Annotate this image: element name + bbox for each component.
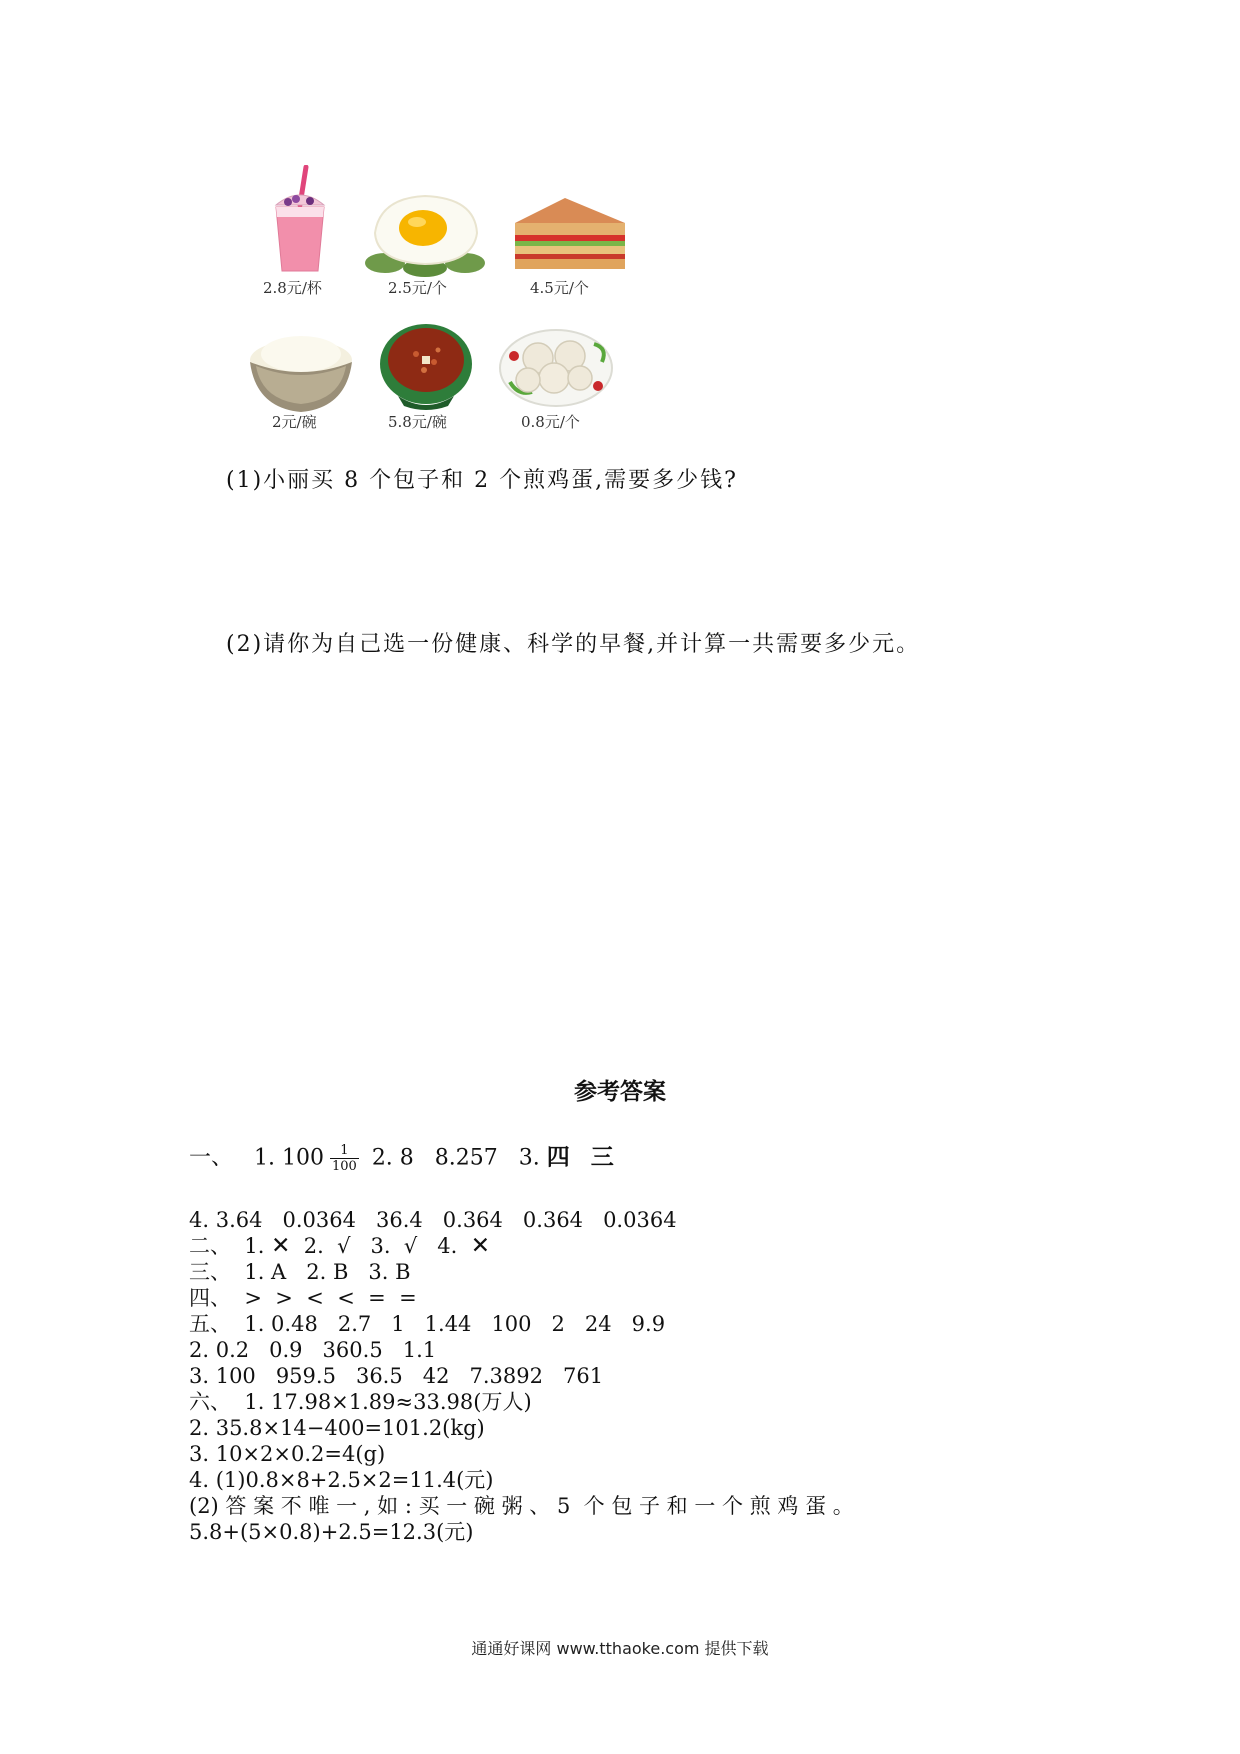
answer-section-4: 四、 > > < < = = <box>189 1286 417 1310</box>
section-1-a2: 2. 8 8.257 3. <box>371 1145 540 1171</box>
milk-tea-icon <box>270 165 330 275</box>
fried-egg-icon <box>365 188 485 278</box>
cross-mark-1: ✕ <box>271 1233 291 1259</box>
menu-price-steamed-buns: 0.8元/个 <box>521 413 580 431</box>
answer-section-1 <box>189 1143 614 1174</box>
answer-section-5-line-2: 2. 0.2 0.9 360.5 1.1 <box>189 1338 437 1362</box>
answer-section-6-line-4: 4. (1)0.8×8+2.5×2=11.4(元) <box>189 1468 494 1492</box>
answer-word-2: 三 <box>590 1144 614 1171</box>
answer-section-2 <box>189 1233 490 1259</box>
section-2-rest: 2. √ 3. √ 4. <box>303 1234 458 1258</box>
menu-price-rice: 2元/碗 <box>272 413 317 431</box>
answers-title: 参考答案 <box>574 1079 666 1105</box>
answer-word-1: 四 <box>546 1144 570 1171</box>
answer-section-6-line-5: (2) 答 案 不 唯 一 , 如 : 买 一 碗 粥 、 5 个 包 子 和 一 个 煎 鸡 蛋 。 <box>189 1494 854 1518</box>
menu-price-sandwich: 4.5元/个 <box>530 279 589 297</box>
section-1-head: 一、 <box>189 1145 234 1171</box>
answer-section-6-line-2: 2. 35.8×14−400=101.2(kg) <box>189 1416 485 1440</box>
answer-section-5-line-3: 3. 100 959.5 36.5 42 7.3892 761 <box>189 1364 604 1388</box>
answer-section-5-line-1: 五、 1. 0.48 2.7 1 1.44 100 2 24 9.9 <box>189 1312 666 1336</box>
cross-mark-4: ✕ <box>470 1233 490 1259</box>
menu-price-porridge: 5.8元/碗 <box>388 413 447 431</box>
section-1-a1: 1. 100 <box>254 1145 324 1171</box>
question-2: (2)请你为自己选一份健康、科学的早餐,并计算一共需要多少元。 <box>226 632 921 657</box>
answer-section-3: 三、 1. A 2. B 3. B <box>189 1260 411 1284</box>
rice-bowl-icon <box>248 330 354 414</box>
fraction-numerator: 1 <box>330 1143 359 1159</box>
steamed-buns-icon <box>498 326 614 408</box>
footer-credit: 通通好课网 www.tthaoke.com 提供下载 <box>471 1639 769 1658</box>
sandwich-icon <box>510 193 630 273</box>
answer-section-6-line-1: 六、 1. 17.98×1.89≈33.98(万人) <box>189 1390 532 1414</box>
answer-section-1-line-2: 4. 3.64 0.0364 36.4 0.364 0.364 0.0364 <box>189 1208 677 1232</box>
menu-price-fried-egg: 2.5元/个 <box>388 279 447 297</box>
answer-section-6-line-6: 5.8+(5×0.8)+2.5=12.3(元) <box>189 1520 474 1544</box>
answer-section-6-line-3: 3. 10×2×0.2=4(g) <box>189 1442 386 1466</box>
fraction-denominator: 100 <box>331 1159 357 1174</box>
question-1: (1)小丽买 8 个包子和 2 个煎鸡蛋,需要多少钱? <box>226 468 738 493</box>
fraction <box>330 1143 359 1174</box>
section-2-head: 二、 1. <box>189 1234 265 1258</box>
porridge-bowl-icon <box>378 322 474 414</box>
menu-price-milk-tea: 2.8元/杯 <box>263 279 322 297</box>
